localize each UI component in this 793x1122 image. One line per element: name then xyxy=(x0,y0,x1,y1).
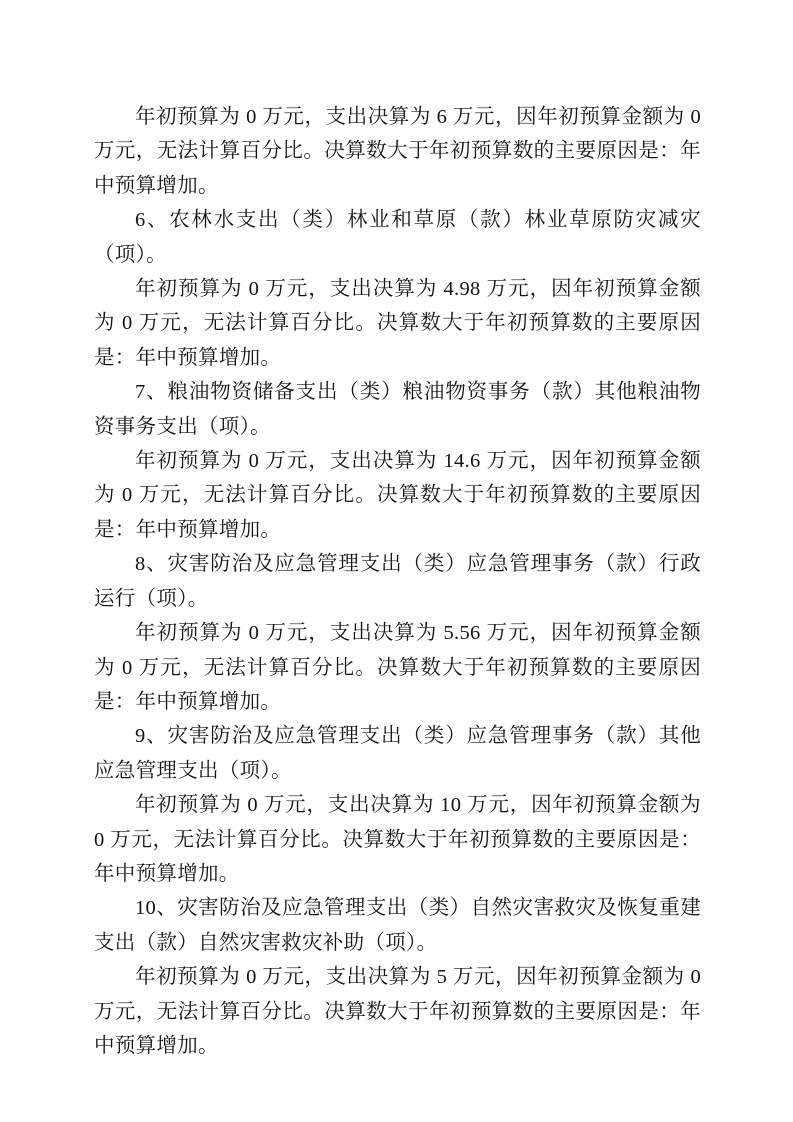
budget-detail-paragraph: 年初预算为 0 万元，支出决算为 6 万元，因年初预算金额为 0 万元，无法计算百分比。决算数大于年初预算数的主要原因是：年中预算增加。 xyxy=(94,106,701,197)
expense-item-heading-8: 8、灾害防治及应急管理支出（类）应急管理事务（款）行政运行（项）。 xyxy=(94,553,701,610)
expense-item-heading-6: 6、农林水支出（类）林业和草原（款）林业草原防灾减灾（项）。 xyxy=(94,209,701,266)
budget-detail-paragraph: 年初预算为 0 万元，支出决算为 5.56 万元，因年初预算金额为 0 万元，无法计算百分比。决算数大于年初预算数的主要原因是：年中预算增加。 xyxy=(94,622,701,713)
budget-detail-paragraph: 年初预算为 0 万元，支出决算为 5 万元，因年初预算金额为 0 万元，无法计算百分比。决算数大于年初预算数的主要原因是：年中预算增加。 xyxy=(94,966,701,1057)
expense-item-heading-7: 7、粮油物资储备支出（类）粮油物资事务（款）其他粮油物资事务支出（项）。 xyxy=(94,381,701,438)
budget-detail-paragraph: 年初预算为 0 万元，支出决算为 14.6 万元，因年初预算金额为 0 万元，无法计算百分比。决算数大于年初预算数的主要原因是：年中预算增加。 xyxy=(94,450,701,541)
expense-item-heading-10: 10、灾害防治及应急管理支出（类）自然灾害救灾及恢复重建支出（款）自然灾害救灾补助（项）。 xyxy=(94,897,701,954)
document-body xyxy=(94,100,701,1063)
expense-item-heading-9: 9、灾害防治及应急管理支出（类）应急管理事务（款）其他应急管理支出（项）。 xyxy=(94,725,701,782)
budget-detail-paragraph: 年初预算为 0 万元，支出决算为 4.98 万元，因年初预算金额为 0 万元，无法计算百分比。决算数大于年初预算数的主要原因是：年中预算增加。 xyxy=(94,278,701,369)
budget-detail-paragraph: 年初预算为 0 万元，支出决算为 10 万元，因年初预算金额为 0 万元，无法计算百分比。决算数大于年初预算数的主要原因是：年中预算增加。 xyxy=(94,794,701,885)
